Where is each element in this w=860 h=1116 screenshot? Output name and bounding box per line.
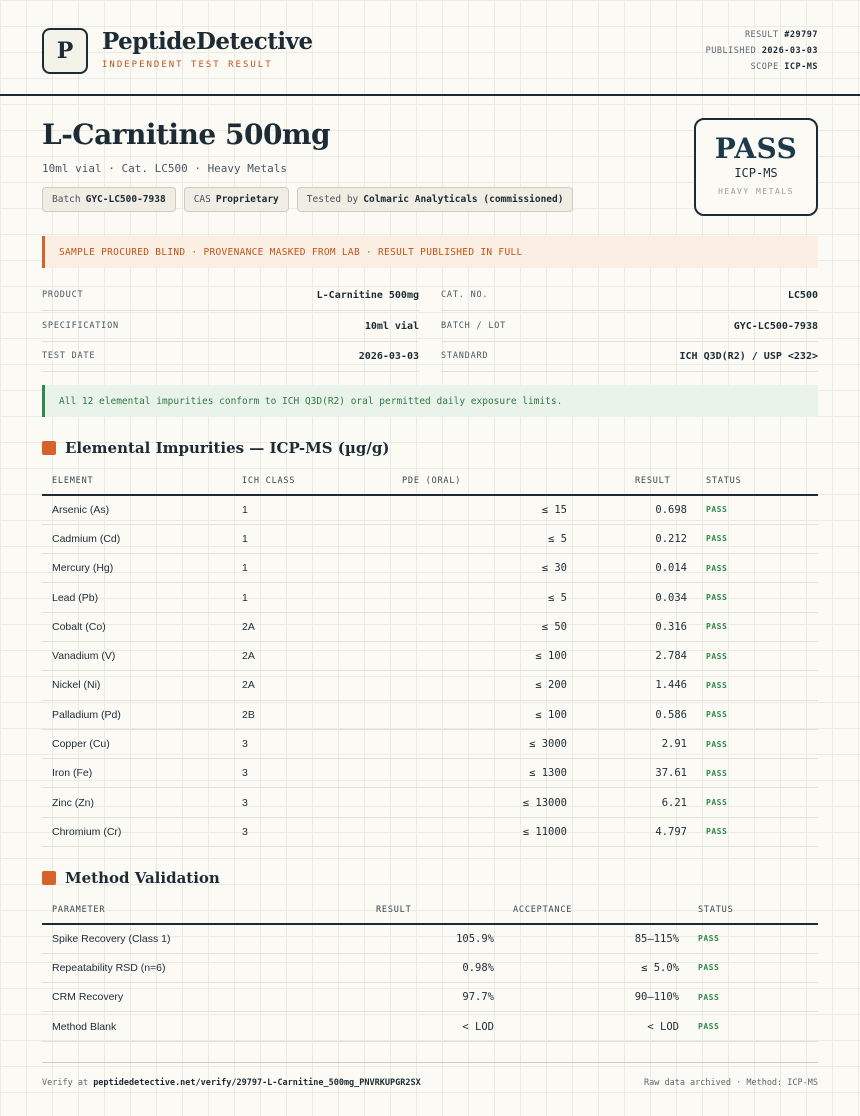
info-cat xyxy=(441,280,818,311)
ich-class-cell: 2A xyxy=(242,612,362,641)
result-cell: 37.61 xyxy=(567,759,687,788)
acceptance-cell: ≤ 5.0% xyxy=(494,953,679,982)
info-label: STANDARD xyxy=(441,351,489,361)
table-row xyxy=(42,671,818,700)
table-row xyxy=(42,554,818,583)
status-badge: PASS xyxy=(687,700,818,729)
element-cell: Mercury (Hg) xyxy=(42,554,242,583)
table-row xyxy=(42,817,818,846)
parameter-cell: CRM Recovery xyxy=(42,983,302,1012)
pde-cell: ≤ 3000 xyxy=(362,729,567,758)
status-badge: PASS xyxy=(679,924,818,953)
archive-note: Raw data archived · Method: ICP-MS xyxy=(644,1078,818,1088)
ich-class-cell: 1 xyxy=(242,583,362,612)
table-row xyxy=(42,924,818,953)
element-cell: Iron (Fe) xyxy=(42,759,242,788)
status-badge: PASS xyxy=(687,612,818,641)
col-result: RESULT xyxy=(302,896,494,924)
status-badge: PASS xyxy=(687,495,818,524)
product-chips xyxy=(42,187,573,212)
acceptance-cell: 90–110% xyxy=(494,983,679,1012)
ich-class-cell: 2B xyxy=(242,700,362,729)
result-cell: < LOD xyxy=(302,1012,494,1041)
pde-cell: ≤ 11000 xyxy=(362,817,567,846)
element-cell: Zinc (Zn) xyxy=(42,788,242,817)
result-label: RESULT xyxy=(744,30,779,40)
table-row xyxy=(42,729,818,758)
pde-cell: ≤ 30 xyxy=(362,554,567,583)
result-cell: 0.014 xyxy=(567,554,687,583)
info-value: 2026-03-03 xyxy=(358,350,419,362)
info-value: L-Carnitine 500mg xyxy=(316,289,419,301)
pde-cell: ≤ 100 xyxy=(362,641,567,670)
pde-cell: ≤ 100 xyxy=(362,700,567,729)
info-label: BATCH / LOT xyxy=(441,321,507,331)
parameter-cell: Spike Recovery (Class 1) xyxy=(42,924,302,953)
verdict-method: ICP-MS xyxy=(734,166,778,180)
col-pde: PDE (ORAL) xyxy=(362,467,567,495)
ich-class-cell: 1 xyxy=(242,495,362,524)
table-row xyxy=(42,583,818,612)
result-cell: 97.7% xyxy=(302,983,494,1012)
status-badge: PASS xyxy=(687,817,818,846)
table-row xyxy=(42,524,818,553)
chip-value: GYC-LC500-7938 xyxy=(85,194,166,205)
col-acceptance: ACCEPTANCE xyxy=(494,896,679,924)
table-row xyxy=(42,788,818,817)
table-row xyxy=(42,1012,818,1041)
table-row xyxy=(42,612,818,641)
info-value: ICH Q3D(R2) / USP <232> xyxy=(679,350,818,362)
element-cell: Nickel (Ni) xyxy=(42,671,242,700)
element-cell: Cobalt (Co) xyxy=(42,612,242,641)
pde-cell: ≤ 200 xyxy=(362,671,567,700)
tested-by-chip xyxy=(297,187,574,212)
col-status: STATUS xyxy=(679,896,818,924)
impurities-section-header xyxy=(42,439,389,457)
status-badge: PASS xyxy=(687,729,818,758)
result-cell: 0.034 xyxy=(567,583,687,612)
verdict-scope: HEAVY METALS xyxy=(718,187,794,196)
section-marker-icon xyxy=(42,871,56,885)
element-cell: Lead (Pb) xyxy=(42,583,242,612)
info-product xyxy=(42,280,419,311)
element-cell: Arsenic (As) xyxy=(42,495,242,524)
status-badge: PASS xyxy=(687,788,818,817)
element-cell: Vanadium (V) xyxy=(42,641,242,670)
element-cell: Copper (Cu) xyxy=(42,729,242,758)
chip-value: Colmaric Analyticals (commissioned) xyxy=(363,194,564,205)
col-status: STATUS xyxy=(687,467,818,495)
table-row xyxy=(42,495,818,524)
status-badge: PASS xyxy=(679,953,818,982)
product-subtitle: 10ml vial · Cat. LC500 · Heavy Metals xyxy=(42,162,288,175)
col-element: ELEMENT xyxy=(42,467,242,495)
validation-table xyxy=(42,896,818,1042)
table-row xyxy=(42,759,818,788)
cas-chip xyxy=(184,187,289,212)
table-header-row xyxy=(42,467,818,495)
table-row xyxy=(42,983,818,1012)
result-cell: 0.698 xyxy=(567,495,687,524)
result-id xyxy=(745,30,818,40)
info-label: SPECIFICATION xyxy=(42,321,119,331)
ich-class-cell: 3 xyxy=(242,817,362,846)
col-ich-class: ICH CLASS xyxy=(242,467,362,495)
brand-name: PeptideDetective xyxy=(102,28,313,55)
info-date xyxy=(42,341,419,372)
result-cell: 0.212 xyxy=(567,524,687,553)
verdict-main: PASS xyxy=(714,132,798,165)
ich-class-cell: 3 xyxy=(242,788,362,817)
ich-class-cell: 1 xyxy=(242,554,362,583)
pde-cell: ≤ 15 xyxy=(362,495,567,524)
element-cell: Palladium (Pd) xyxy=(42,700,242,729)
chip-label: Tested by xyxy=(306,194,359,205)
info-label: TEST DATE xyxy=(42,351,96,361)
result-cell: 2.91 xyxy=(567,729,687,758)
provenance-banner: SAMPLE PROCURED BLIND · PROVENANCE MASKED FROM LAB · RESULT PUBLISHED IN FULL xyxy=(42,236,818,268)
info-standard xyxy=(441,341,818,372)
chip-label: CAS xyxy=(193,194,211,205)
conformance-banner: All 12 elemental impurities conform to ICH Q3D(R2) oral permitted daily exposure limits. xyxy=(42,385,818,417)
published-value: 2026-03-03 xyxy=(761,46,818,56)
table-row xyxy=(42,700,818,729)
brand-logo: P xyxy=(42,28,88,74)
parameter-cell: Repeatability RSD (n=6) xyxy=(42,953,302,982)
verify-label: Verify at xyxy=(42,1078,89,1088)
table-row xyxy=(42,953,818,982)
table-row xyxy=(42,641,818,670)
result-cell: 4.797 xyxy=(567,817,687,846)
result-cell: 0.586 xyxy=(567,700,687,729)
element-cell: Cadmium (Cd) xyxy=(42,524,242,553)
result-cell: 2.784 xyxy=(567,641,687,670)
scope-value: ICP-MS xyxy=(784,62,818,72)
chip-label: Batch xyxy=(52,194,81,205)
chip-value: Proprietary xyxy=(215,194,279,205)
brand-tagline: INDEPENDENT TEST RESULT xyxy=(102,60,273,70)
validation-section-header xyxy=(42,869,220,887)
ich-class-cell: 3 xyxy=(242,759,362,788)
pde-cell: ≤ 5 xyxy=(362,524,567,553)
report-header xyxy=(0,0,860,96)
col-parameter: PARAMETER xyxy=(42,896,302,924)
pde-cell: ≤ 50 xyxy=(362,612,567,641)
status-badge: PASS xyxy=(687,671,818,700)
scope xyxy=(751,62,818,72)
status-badge: PASS xyxy=(687,554,818,583)
published-label: PUBLISHED xyxy=(705,46,757,56)
pde-cell: ≤ 1300 xyxy=(362,759,567,788)
result-cell: 0.98% xyxy=(302,953,494,982)
info-batch xyxy=(441,311,818,342)
result-cell: 0.316 xyxy=(567,612,687,641)
col-result: RESULT xyxy=(567,467,687,495)
info-label: PRODUCT xyxy=(42,290,84,300)
status-badge: PASS xyxy=(687,583,818,612)
status-badge: PASS xyxy=(679,1012,818,1041)
status-badge: PASS xyxy=(679,983,818,1012)
verify-line xyxy=(42,1078,421,1088)
impurities-title: Elemental Impurities — ICP-MS (µg/g) xyxy=(65,439,390,457)
verify-link[interactable]: peptidedetective.net/verify/29797-L-Carnitine_500mg_PNVRKUPGR2SX xyxy=(93,1078,421,1088)
ich-class-cell: 1 xyxy=(242,524,362,553)
ich-class-cell: 3 xyxy=(242,729,362,758)
pde-cell: ≤ 5 xyxy=(362,583,567,612)
result-cell: 6.21 xyxy=(567,788,687,817)
pde-cell: ≤ 13000 xyxy=(362,788,567,817)
scope-label: SCOPE xyxy=(750,62,779,72)
ich-class-cell: 2A xyxy=(242,641,362,670)
acceptance-cell: < LOD xyxy=(494,1012,679,1041)
status-badge: PASS xyxy=(687,759,818,788)
ich-class-cell: 2A xyxy=(242,671,362,700)
result-cell: 1.446 xyxy=(567,671,687,700)
verdict-stamp xyxy=(694,118,818,216)
parameter-cell: Method Blank xyxy=(42,1012,302,1041)
published-date xyxy=(706,46,818,56)
info-label: CAT. NO. xyxy=(441,290,489,300)
result-cell: 105.9% xyxy=(302,924,494,953)
acceptance-cell: 85–115% xyxy=(494,924,679,953)
report-footer xyxy=(42,1062,818,1088)
impurities-table xyxy=(42,467,818,847)
table-header-row xyxy=(42,896,818,924)
status-badge: PASS xyxy=(687,641,818,670)
result-value: #29797 xyxy=(784,30,818,40)
info-spec xyxy=(42,311,419,342)
batch-chip xyxy=(42,187,176,212)
product-title: L-Carnitine 500mg xyxy=(42,118,331,151)
section-marker-icon xyxy=(42,441,56,455)
info-value: GYC-LC500-7938 xyxy=(733,320,818,332)
info-value: LC500 xyxy=(787,289,818,301)
validation-title: Method Validation xyxy=(65,869,220,887)
info-value: 10ml vial xyxy=(364,320,419,332)
status-badge: PASS xyxy=(687,524,818,553)
element-cell: Chromium (Cr) xyxy=(42,817,242,846)
